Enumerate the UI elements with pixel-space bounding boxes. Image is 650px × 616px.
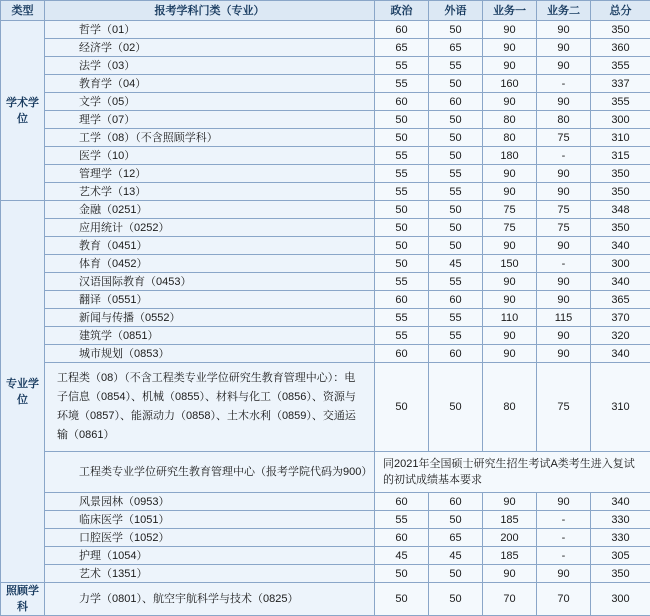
score-subject-one: 90 [483,327,537,345]
table-row [1,291,650,309]
score-subject-two: 90 [537,565,591,583]
score-politics: 60 [375,291,429,309]
score-subject-two: - [537,147,591,165]
score-subject-two: 90 [537,183,591,201]
table-header-row [1,1,650,21]
score-subject-one: 90 [483,21,537,39]
score-subject-two: 90 [537,273,591,291]
score-subject-two: - [537,75,591,93]
table-row [1,39,650,57]
score-subject-one: 110 [483,309,537,327]
score-subject-two: 70 [537,583,591,616]
score-total: 305 [591,547,650,565]
engineering-center-note: 同2021年全国硕士研究生招生考试A类考生进入复试的初试成绩基本要求 [375,452,650,493]
score-foreign: 65 [429,529,483,547]
score-subject-two: 90 [537,493,591,511]
table-row-engineering-center [1,452,650,493]
major-name: 管理学（12） [45,165,375,183]
score-subject-one: 90 [483,237,537,255]
header-category: 类型 [1,1,45,21]
score-subject-one: 90 [483,183,537,201]
table-row [1,327,650,345]
score-subject-one: 90 [483,493,537,511]
score-foreign: 50 [429,201,483,219]
score-foreign: 50 [429,129,483,147]
table-row [1,201,650,219]
table-row [1,111,650,129]
table-row [1,309,650,327]
score-subject-one: 90 [483,93,537,111]
score-subject-one: 185 [483,547,537,565]
major-name: 应用统计（0252） [45,219,375,237]
score-total: 330 [591,511,650,529]
engineering-disciplines-text: 工程类（08）（不含工程类专业学位研究生教育管理中心）：电子信息（0854）、机械（0855）、材料与化工（0856）、资源与环境（0857）、能源动力（0858）、土木水利（0859）、交通运输（0861） [45,363,375,452]
major-name: 汉语国际教育（0453） [45,273,375,291]
score-subject-two: 90 [537,327,591,345]
table-row-engineering [1,363,650,452]
table-row [1,147,650,165]
score-subject-two: 75 [537,219,591,237]
score-politics: 50 [375,219,429,237]
score-total: 340 [591,345,650,363]
score-subject-two: 90 [537,93,591,111]
score-subject-two: - [537,511,591,529]
table-row [1,219,650,237]
major-name: 护理（1054） [45,547,375,565]
score-foreign: 45 [429,255,483,273]
score-foreign: 50 [429,363,483,452]
score-subject-one: 90 [483,273,537,291]
major-name: 艺术学（13） [45,183,375,201]
score-foreign: 50 [429,565,483,583]
major-name: 教育学（04） [45,75,375,93]
score-total: 355 [591,57,650,75]
major-name: 哲学（01） [45,21,375,39]
score-subject-two: 90 [537,345,591,363]
score-politics: 55 [375,309,429,327]
score-foreign: 50 [429,237,483,255]
score-total: 340 [591,493,650,511]
score-politics: 65 [375,39,429,57]
table-row [1,529,650,547]
major-name: 口腔医学（1052） [45,529,375,547]
score-subject-one: 160 [483,75,537,93]
score-foreign: 50 [429,111,483,129]
header-politics: 政治 [375,1,429,21]
score-politics: 60 [375,21,429,39]
score-subject-one: 90 [483,565,537,583]
score-subject-two: 80 [537,111,591,129]
score-politics: 50 [375,583,429,616]
score-subject-one: 185 [483,511,537,529]
score-subject-one: 70 [483,583,537,616]
score-subject-two: 115 [537,309,591,327]
score-politics: 50 [375,255,429,273]
score-subject-one: 80 [483,363,537,452]
score-subject-one: 80 [483,111,537,129]
score-politics: 60 [375,93,429,111]
score-total: 337 [591,75,650,93]
header-total: 总分 [591,1,650,21]
score-subject-one: 90 [483,57,537,75]
score-total: 350 [591,219,650,237]
score-foreign: 50 [429,75,483,93]
table-row [1,583,650,616]
score-politics: 50 [375,363,429,452]
score-subject-one: 150 [483,255,537,273]
major-name: 理学（07） [45,111,375,129]
score-subject-one: 80 [483,129,537,147]
score-subject-two: 90 [537,57,591,75]
major-name: 新闻与传播（0552） [45,309,375,327]
score-politics: 50 [375,201,429,219]
score-foreign: 50 [429,511,483,529]
score-politics: 60 [375,345,429,363]
score-politics: 60 [375,529,429,547]
score-total: 300 [591,583,650,616]
score-total: 310 [591,363,650,452]
score-foreign: 55 [429,165,483,183]
score-total: 340 [591,273,650,291]
score-politics: 50 [375,237,429,255]
score-total: 350 [591,21,650,39]
score-politics: 45 [375,547,429,565]
score-politics: 55 [375,327,429,345]
score-politics: 50 [375,565,429,583]
category-special-disciplines: 照顾学科 [1,583,45,616]
score-foreign: 50 [429,21,483,39]
category-academic-degree: 学术学位 [1,21,45,201]
table-row [1,493,650,511]
major-name: 风景园林（0953） [45,493,375,511]
score-foreign: 55 [429,57,483,75]
table-row [1,237,650,255]
major-name: 工学（08）（不含照顾学科） [45,129,375,147]
major-name: 文学（05） [45,93,375,111]
table-row [1,21,650,39]
score-politics: 55 [375,75,429,93]
major-name: 经济学（02） [45,39,375,57]
major-name: 建筑学（0851） [45,327,375,345]
table-row [1,129,650,147]
score-foreign: 50 [429,583,483,616]
score-foreign: 55 [429,183,483,201]
score-subject-two: 75 [537,201,591,219]
score-foreign: 60 [429,291,483,309]
score-subject-one: 90 [483,165,537,183]
score-foreign: 60 [429,93,483,111]
score-politics: 50 [375,129,429,147]
score-foreign: 55 [429,273,483,291]
table-row [1,255,650,273]
score-total: 320 [591,327,650,345]
score-total: 315 [591,147,650,165]
score-foreign: 45 [429,547,483,565]
score-subject-two: - [537,255,591,273]
score-subject-two: 75 [537,363,591,452]
score-total: 350 [591,565,650,583]
score-politics: 55 [375,165,429,183]
score-subject-one: 90 [483,39,537,57]
major-name: 艺术（1351） [45,565,375,583]
score-foreign: 60 [429,493,483,511]
score-foreign: 65 [429,39,483,57]
major-name: 医学（10） [45,147,375,165]
table-row [1,345,650,363]
score-politics: 50 [375,111,429,129]
score-subject-two: 90 [537,39,591,57]
score-total: 365 [591,291,650,309]
score-subject-one: 75 [483,201,537,219]
score-foreign: 60 [429,345,483,363]
score-subject-two: - [537,529,591,547]
score-total: 300 [591,255,650,273]
score-subject-one: 200 [483,529,537,547]
table-row [1,511,650,529]
score-foreign: 55 [429,309,483,327]
score-subject-two: 90 [537,165,591,183]
major-name: 法学（03） [45,57,375,75]
score-politics: 55 [375,183,429,201]
score-subject-two: 90 [537,291,591,309]
major-name: 体育（0452） [45,255,375,273]
header-major: 报考学科门类（专业） [45,1,375,21]
major-name: 教育（0451） [45,237,375,255]
score-total: 348 [591,201,650,219]
score-total: 350 [591,183,650,201]
score-politics: 55 [375,273,429,291]
score-politics: 60 [375,493,429,511]
score-subject-two: - [537,547,591,565]
major-name: 临床医学（1051） [45,511,375,529]
table-row [1,75,650,93]
category-professional-degree: 专业学位 [1,201,45,583]
score-subject-two: 90 [537,21,591,39]
score-total: 340 [591,237,650,255]
major-name: 力学（0801）、航空宇航科学与技术（0825） [45,583,375,616]
table-row [1,273,650,291]
engineering-center-label: 工程类专业学位研究生教育管理中心（报考学院代码为900） [45,452,375,493]
score-politics: 55 [375,511,429,529]
table-row [1,57,650,75]
score-foreign: 55 [429,327,483,345]
table-row [1,547,650,565]
score-total: 350 [591,165,650,183]
score-foreign: 50 [429,219,483,237]
table-row [1,93,650,111]
header-subject-two: 业务二 [537,1,591,21]
score-subject-one: 90 [483,291,537,309]
major-name: 城市规划（0853） [45,345,375,363]
major-name: 金融（0251） [45,201,375,219]
header-foreign-language: 外语 [429,1,483,21]
major-name: 翻译（0551） [45,291,375,309]
table-row [1,183,650,201]
score-politics: 55 [375,147,429,165]
score-total: 355 [591,93,650,111]
score-subject-two: 75 [537,129,591,147]
score-total: 360 [591,39,650,57]
table-row [1,565,650,583]
score-foreign: 50 [429,147,483,165]
score-subject-one: 75 [483,219,537,237]
header-subject-one: 业务一 [483,1,537,21]
score-total: 300 [591,111,650,129]
score-politics: 55 [375,57,429,75]
score-subject-one: 90 [483,345,537,363]
score-subject-two: 90 [537,237,591,255]
score-total: 310 [591,129,650,147]
score-subject-one: 180 [483,147,537,165]
score-total: 370 [591,309,650,327]
table-row [1,165,650,183]
score-total: 330 [591,529,650,547]
